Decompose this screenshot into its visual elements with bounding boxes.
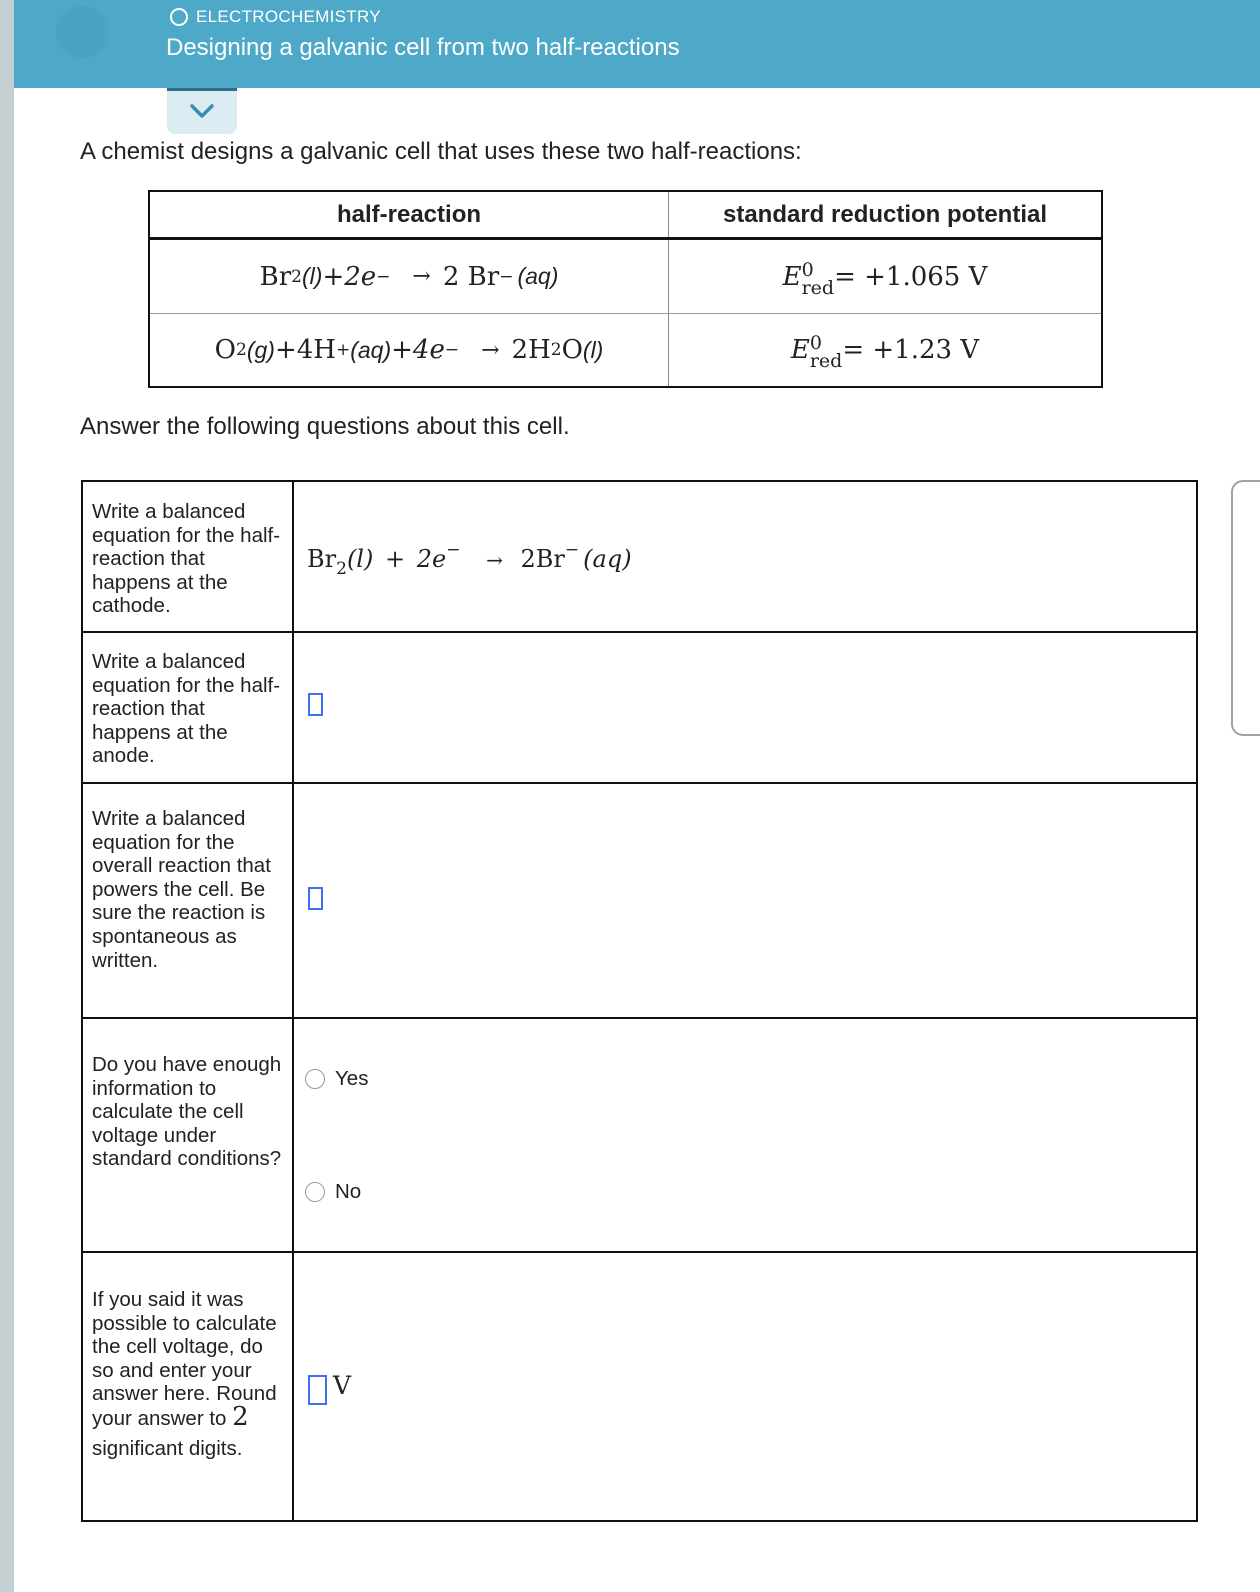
question-voltage-label: If you said it was possible to calculate the cell voltage, do so and enter your answer here. Round your answer to 2 significant digits. bbox=[92, 1288, 277, 1460]
overall-answer-input[interactable] bbox=[308, 887, 323, 910]
left-rail bbox=[0, 0, 14, 1592]
cathode-answer[interactable]: $Br_2(l) + 2e^- \to 2Br^-$ (aq) bbox=[307, 540, 632, 579]
col-header-half-reaction: half-reaction bbox=[336, 200, 482, 228]
question-table bbox=[81, 480, 1198, 1522]
half-reaction-1: Br 2 (l) + 2e − → 2 Br − (aq) bbox=[259, 261, 559, 292]
voltage-unit: V bbox=[333, 1371, 352, 1400]
potential-1: E 0 red = +1.065 V bbox=[782, 258, 988, 299]
radio-yes-circle[interactable] bbox=[305, 1069, 325, 1089]
col-header-potential: standard reduction potential bbox=[722, 200, 1048, 228]
menu-button[interactable] bbox=[56, 6, 108, 58]
question-cathode-label: Write a balanced equation for the half-reaction that happens at the cathode. bbox=[92, 500, 281, 618]
question-overall-label: Write a balanced equation for the overall reaction that powers the cell. Be sure the reaction is spontaneous as written. bbox=[92, 807, 271, 972]
potential-2: E 0 red = +1.23 V bbox=[790, 332, 980, 372]
half-reaction-table bbox=[148, 190, 1103, 388]
topic-circle-icon bbox=[170, 8, 188, 26]
header-bar bbox=[14, 0, 1260, 88]
menu-icon bbox=[80, 19, 84, 45]
radio-no[interactable]: No bbox=[305, 1180, 361, 1204]
radio-yes[interactable]: Yes bbox=[305, 1067, 368, 1091]
topic-text: ELECTROCHEMISTRY bbox=[196, 7, 381, 26]
intro-text: A chemist designs a galvanic cell that uses these two half-reactions: bbox=[80, 138, 802, 165]
side-panel-tab[interactable] bbox=[1231, 480, 1260, 736]
anode-answer-input[interactable] bbox=[308, 693, 323, 716]
voltage-answer-input[interactable] bbox=[308, 1375, 327, 1405]
topic-label bbox=[170, 7, 381, 27]
half-reaction-2: O 2 (g) + 4H + (aq) + 4e − → 2H 2 O (l) bbox=[214, 335, 604, 365]
answer-intro: Answer the following questions about this cell. bbox=[80, 413, 570, 440]
radio-no-circle[interactable] bbox=[305, 1182, 325, 1202]
question-enough-info-label: Do you have enough information to calculate the cell voltage under standard conditions? bbox=[92, 1053, 282, 1171]
collapse-toggle[interactable] bbox=[167, 88, 237, 134]
chevron-down-icon bbox=[189, 103, 215, 119]
question-anode-label: Write a balanced equation for the half-reaction that happens at the anode. bbox=[92, 650, 281, 768]
page-title: Designing a galvanic cell from two half-reactions bbox=[166, 34, 680, 61]
